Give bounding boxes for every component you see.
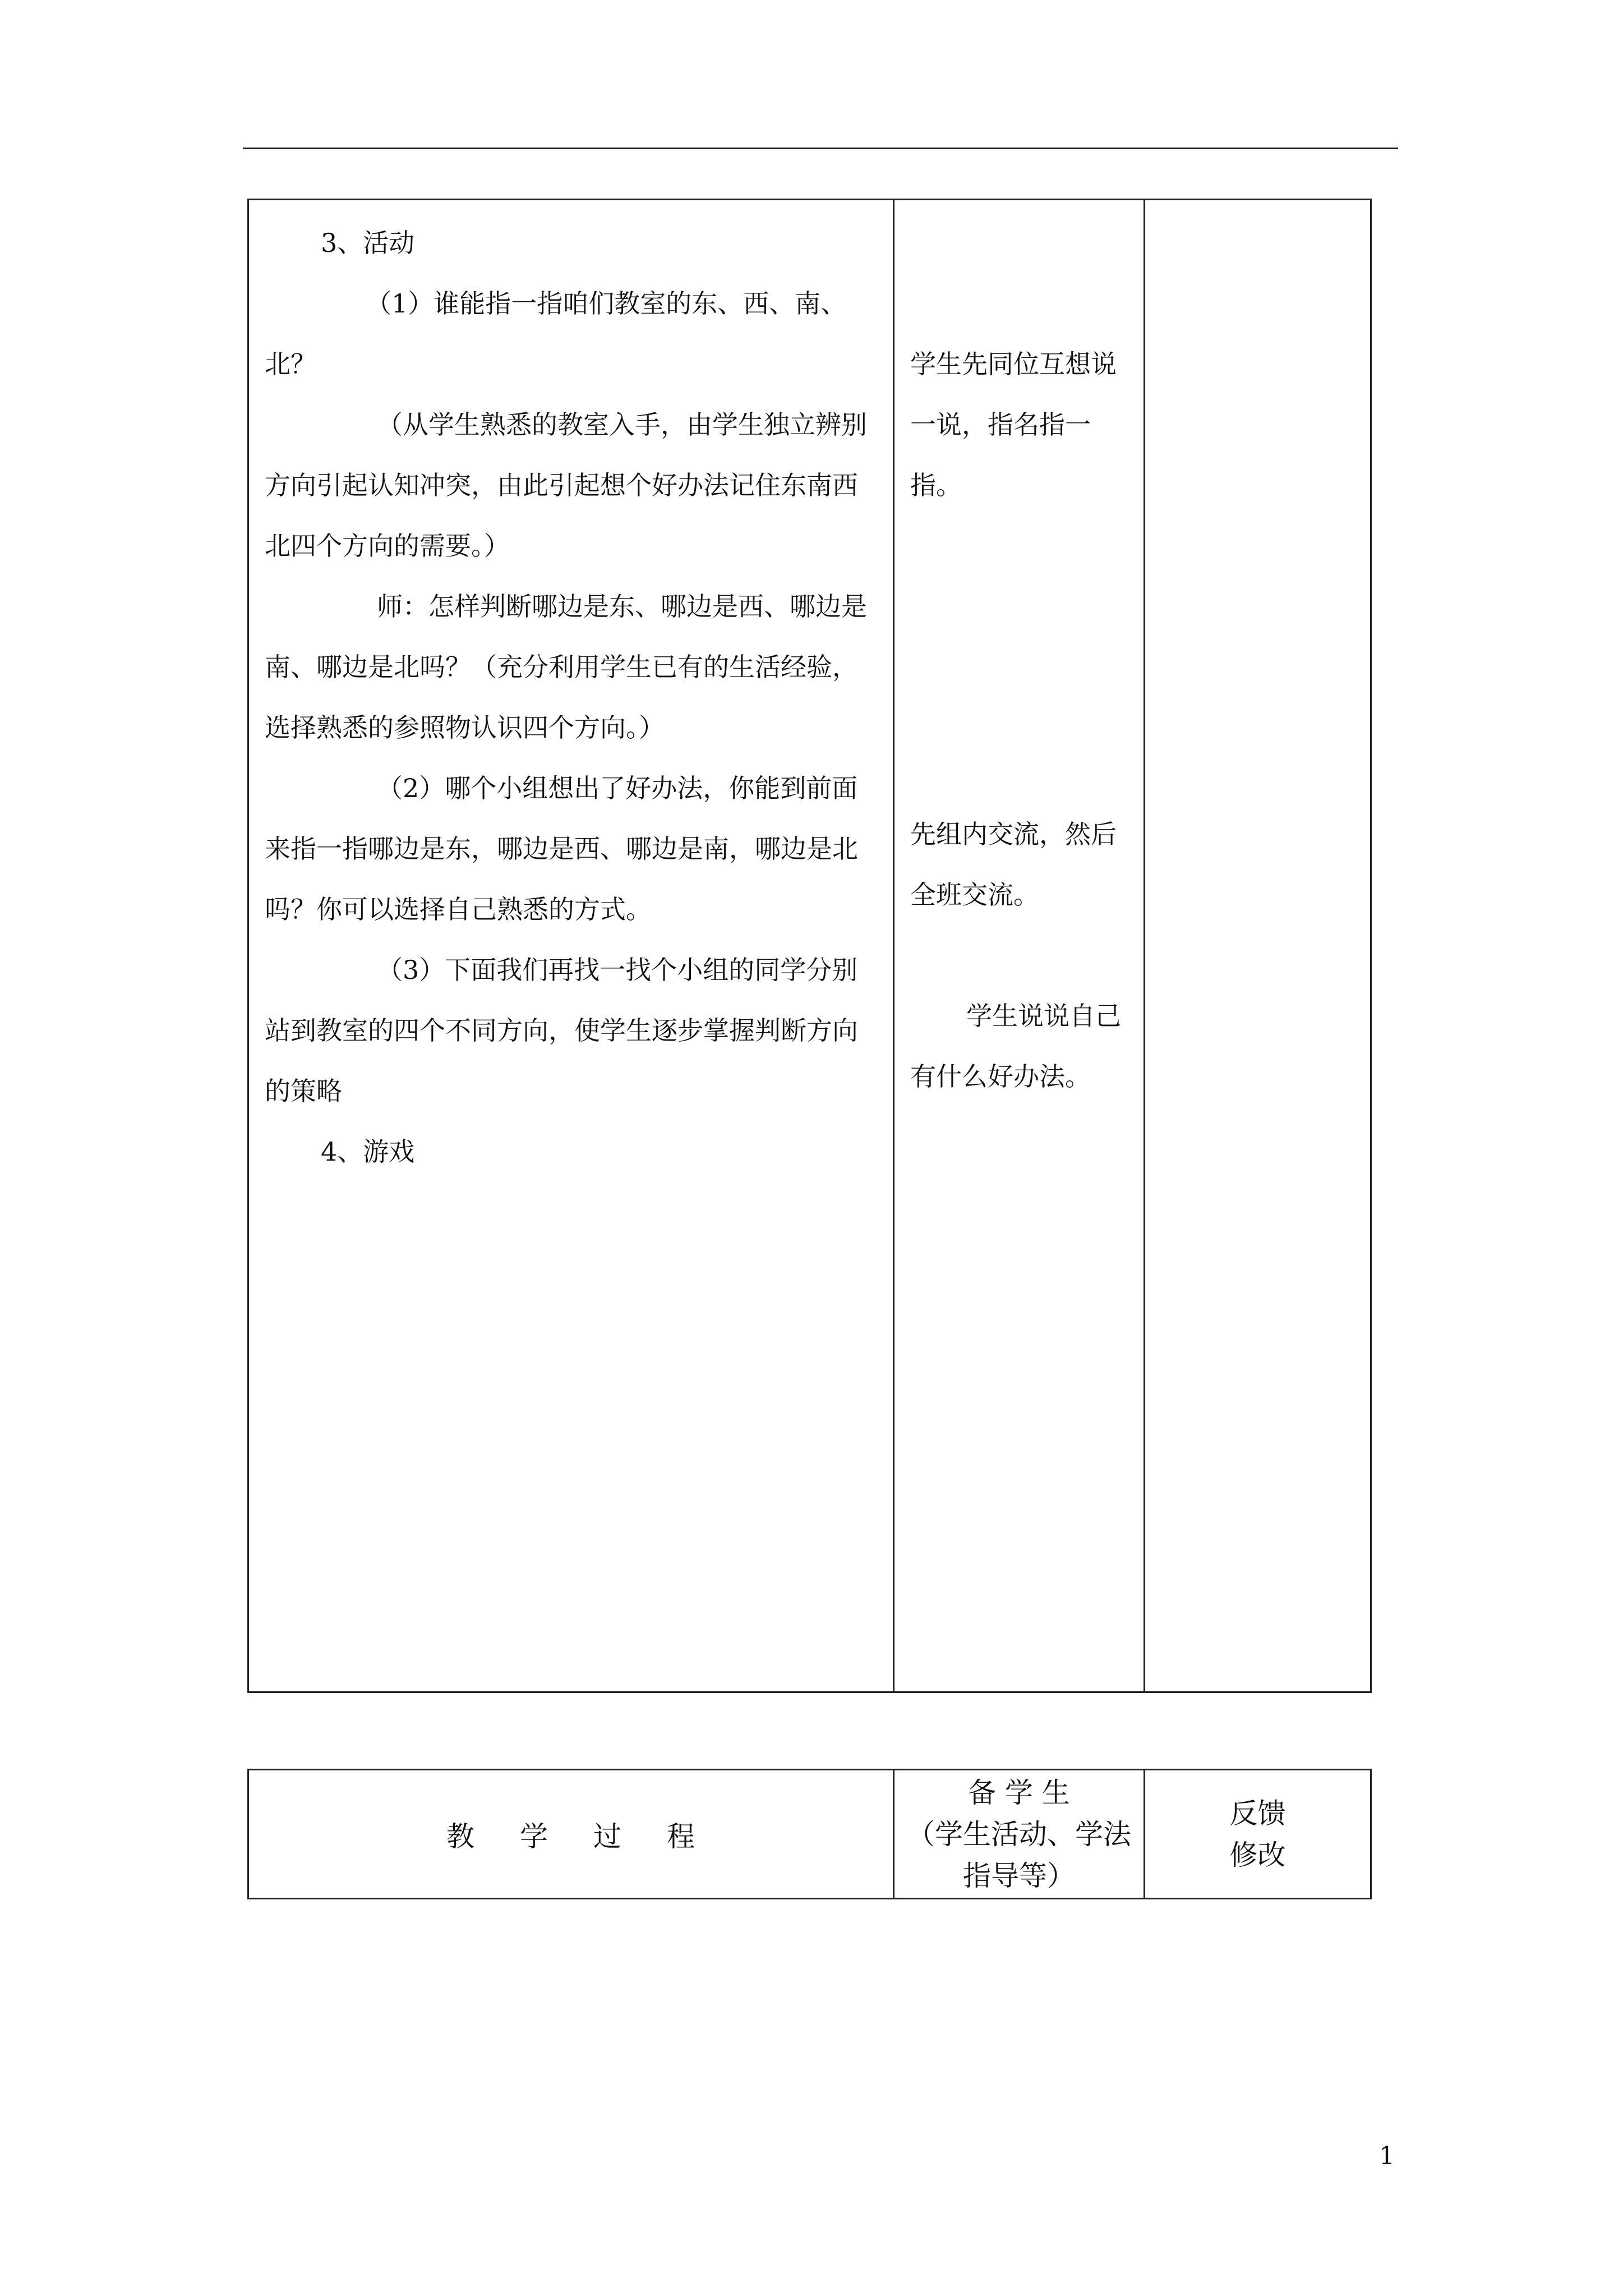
feedback-cell xyxy=(1145,200,1371,1692)
process-header xyxy=(249,1814,893,1855)
header-rule xyxy=(243,148,1398,149)
student-note: 先组内交流，然后全班交流。 xyxy=(910,819,1117,910)
section-heading: 4、游戏 xyxy=(321,1137,415,1167)
feedback-header-line: 反馈 xyxy=(1229,1797,1286,1830)
lesson-content-table xyxy=(247,199,1372,1693)
student-header-line: 备 学 生 xyxy=(968,1776,1070,1809)
process-char: 过 xyxy=(593,1820,622,1853)
student-note: 学生说说自己有什么好办法。 xyxy=(910,1001,1121,1092)
paragraph: （2）哪个小组想出了好办法，你能到前面来指一指哪边是东，哪边是西、哪边是南，哪边是北吗？你可以选择自己熟悉的方式。 xyxy=(265,773,858,924)
process-char: 教 xyxy=(446,1820,475,1853)
process-header-cell xyxy=(248,1770,894,1899)
process-char: 学 xyxy=(520,1820,548,1853)
paragraph: （3）下面我们再找一找个小组的同学分别站到教室的四个不同方向，使学生逐步掌握判断方向的策略 xyxy=(265,955,858,1106)
page-number: 1 xyxy=(1379,2142,1395,2170)
paragraph: （1）谁能指一指咱们教室的东、西、南、北？ xyxy=(265,288,847,379)
student-header-cell xyxy=(894,1770,1145,1899)
student-note: 学生先同位互想说一说，指名指一指。 xyxy=(910,349,1117,500)
process-char: 程 xyxy=(667,1820,695,1853)
student-header-line: （学生活动、学法 xyxy=(907,1818,1131,1851)
student-header-line: 指导等） xyxy=(963,1859,1075,1892)
feedback-header-line: 修改 xyxy=(1229,1838,1286,1871)
feedback-header-cell xyxy=(1145,1770,1371,1899)
paragraph: 师：怎样判断哪边是东、哪边是西、哪边是南、哪边是北吗？（充分利用学生已有的生活经验，选择熟悉的参照物认识四个方向。） xyxy=(265,591,867,743)
student-activity-cell xyxy=(894,200,1145,1692)
teaching-process-cell xyxy=(248,200,894,1692)
column-header-table xyxy=(247,1769,1372,1899)
paragraph: （从学生熟悉的教室入手，由学生独立辨别方向引起认知冲突，由此引起想个好办法记住东南西北四个方向的需要。） xyxy=(265,409,867,561)
section-heading: 3、活动 xyxy=(321,228,415,258)
